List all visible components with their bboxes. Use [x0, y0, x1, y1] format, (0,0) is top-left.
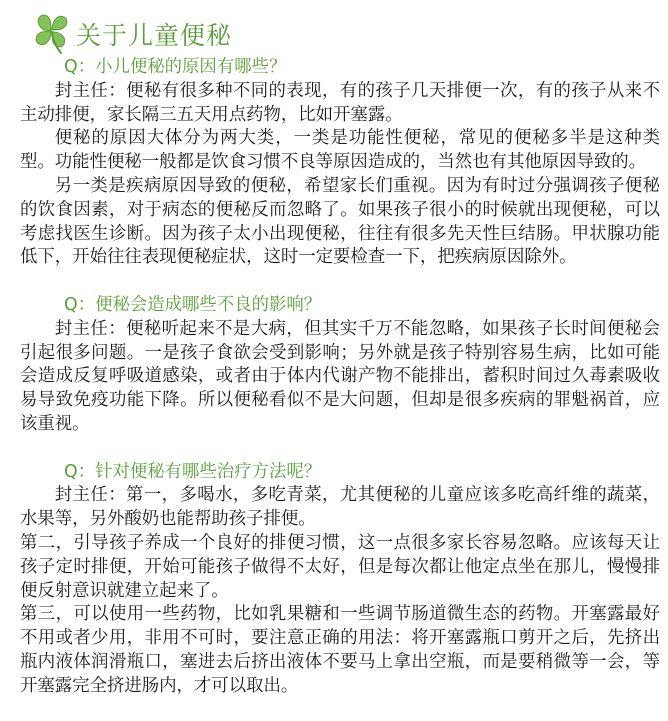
answer-paragraph: 第三，可以使用一些药物，比如乳果糖和一些调节肠道微生态的药物。开塞露最好不用或者少用，非用不可时，要注意正确的用法：将开塞露瓶口剪开之后，先挤出瓶内液体润滑瓶口，塞进去后挤出液体不要马上拿出空瓶，而是要稍微等一会，等开塞露完全挤进肠内，才可以取出。: [20, 604, 660, 696]
answer-paragraph: 便秘的原因大体分为两大类，一类是功能性便秘，常见的便秘多半是这种类型。功能性便秘一般都是饮食习惯不良等原因造成的，当然也有其他原因导致的。: [20, 128, 660, 173]
question-heading: Q：便秘会造成哪些不良的影响？: [64, 294, 322, 315]
article-body: [20, 56, 660, 699]
section-spacer: [20, 437, 660, 461]
clover-icon: [30, 9, 74, 55]
answer-paragraph: 第二，引导孩子养成一个良好的排便习惯，这一点很多家长容易忽略。应该每天让孩子定时排便，开始可能孩子做得不太好，但是每次都让他定点坐在那儿，慢慢排便反射意识就建立起来了。: [20, 532, 660, 601]
question-heading: Q：针对便秘有哪些治疗方法呢？: [64, 461, 322, 482]
section-spacer: [20, 270, 660, 294]
answer-paragraph: 封主任：便秘有很多种不同的表现，有的孩子几天排便一次，有的孩子从来不主动排便，家长隔三五天用点药物，比如开塞露。: [20, 80, 660, 125]
answer-paragraph: 封主任：第一，多喝水，多吃青菜，尤其便秘的儿童应该多吃高纤维的蔬菜，水果等，另外酸奶也能帮助孩子排便。: [20, 485, 660, 530]
answer-paragraph: 另一类是疾病原因导致的便秘，希望家长们重视。因为有时过分强调孩子便秘的饮食因素，对于病态的便秘反而忽略了。如果孩子很小的时候就出现便秘，可以考虑找医生诊断。因为孩子太小出现便秘，往往有很多先天性巨结肠。甲状腺功能低下，开始往往表现便秘症状，这时一定要检查一下，把疾病原因除外。: [20, 175, 660, 268]
answer-paragraph: 封主任：便秘听起来不是大病，但其实千万不能忽略，如果孩子长时间便秘会引起很多问题。一是孩子食欲会受到影响；另外就是孩子特别容易生病，比如可能会造成反复呼吸道感染，或者由于体内代谢产物不能排出，蓄积时间过久毒素吸收易导致免疫功能下降。所以便秘看似不是大问题，但却是很多疾病的罪魁祸首，应该重视。: [20, 318, 660, 434]
article-header: [30, 8, 232, 56]
question-heading: Q：小儿便秘的原因有哪些？: [64, 57, 287, 77]
page-title: 关于儿童便秘: [76, 21, 233, 50]
